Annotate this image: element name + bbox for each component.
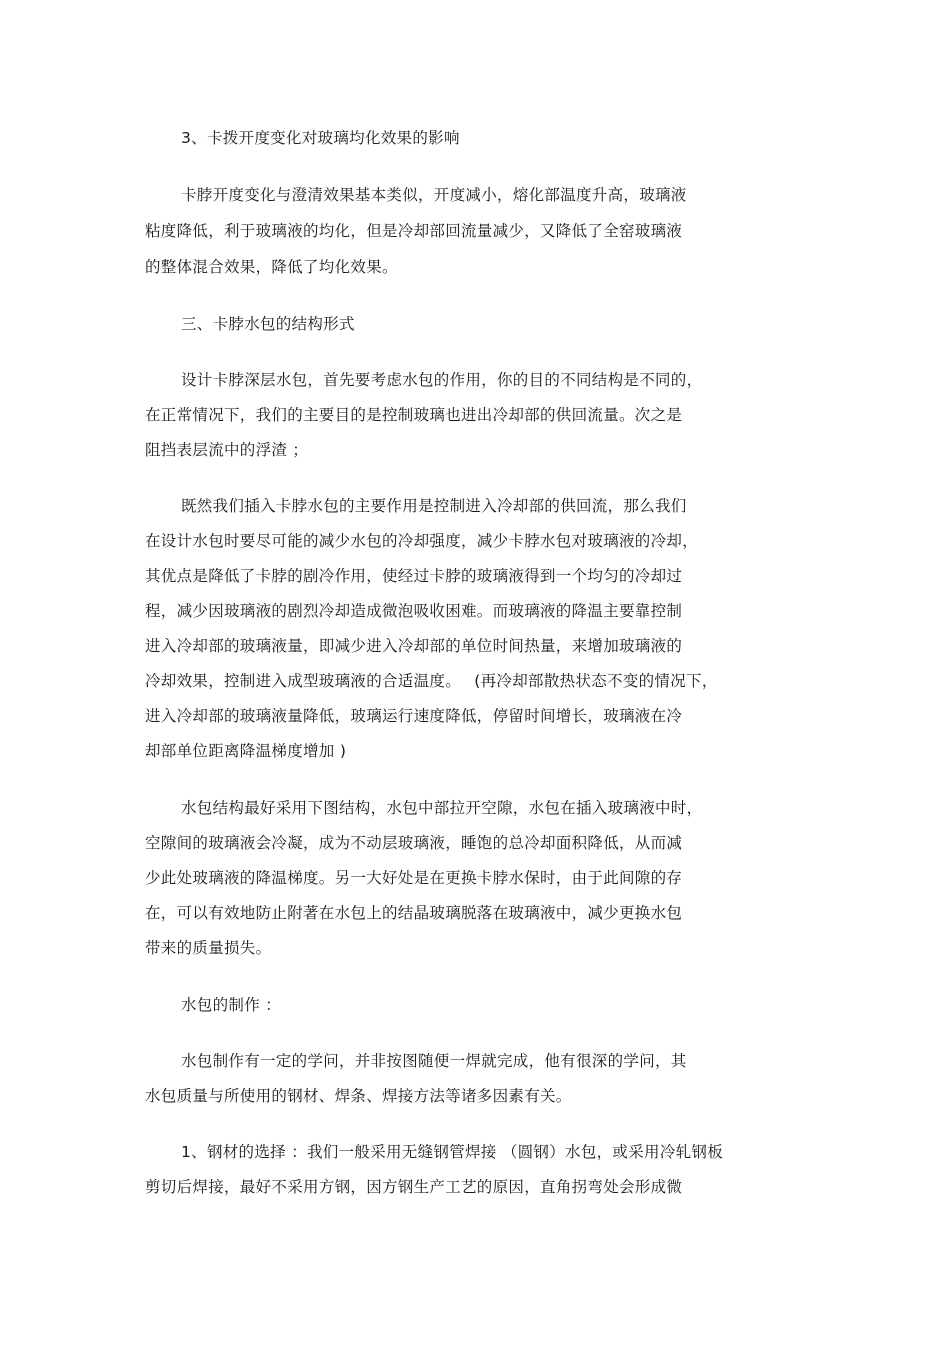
paragraph-line: 水包制作有一定的学问，并非按图随便一焊就完成，他有很深的学问，其 bbox=[181, 1052, 687, 1070]
paragraph-line: 程，减少因玻璃液的剧烈冷却造成微泡吸收困难。而玻璃液的降温主要靠控制 bbox=[145, 602, 683, 620]
paragraph-line: 进入冷却部的玻璃液量，即减少进入冷却部的单位时间热量，来增加玻璃液的 bbox=[145, 637, 683, 655]
paragraph-line: 水包结构最好采用下图结构，水包中部拉开空隙，水包在插入玻璃液中时， bbox=[181, 799, 703, 817]
subsection-heading: 水包的制作 ： bbox=[181, 996, 282, 1014]
paragraph-line: 设计卡脖深层水包，首先要考虑水包的作用，你的目的不同结构是不同的， bbox=[181, 371, 703, 389]
paragraph-line: 却部单位距离降温梯度增加 ) bbox=[145, 742, 347, 760]
paragraph-line: 在，可以有效地防止附著在水包上的结晶玻璃脱落在玻璃液中，减少更换水包 bbox=[145, 904, 683, 922]
paragraph-line: 粘度降低，利于玻璃液的均化，但是冷却部回流量减少，又降低了全窑玻璃液 bbox=[145, 222, 683, 240]
paragraph-line: 水包质量与所使用的钢材、焊条、焊接方法等诸多因素有关。 bbox=[145, 1087, 572, 1105]
paragraph-line: 其优点是降低了卡脖的剧冷作用，使经过卡脖的玻璃液得到一个均匀的冷却过 bbox=[145, 567, 683, 585]
paragraph-line: 阻挡表层流中的浮渣 ； bbox=[145, 441, 309, 459]
paragraph-line: 在设计水包时要尽可能的减少水包的冷却强度，减少卡脖水包对玻璃液的冷却， bbox=[145, 532, 699, 550]
paragraph-line: 在正常情况下，我们的主要目的是控制玻璃也进出冷却部的供回流量。次之是 bbox=[145, 406, 683, 424]
paragraph-line: 的整体混合效果，降低了均化效果。 bbox=[145, 258, 398, 276]
paragraph-line: 冷却效果，控制进入成型玻璃液的合适温度。 (再冷却部散热状态不变的情况下， bbox=[145, 672, 718, 690]
paragraph-line: 1、钢材的选择 ：我们一般采用无缝钢管焊接 （圆钢）水包，或采用冷轧钢板 bbox=[181, 1143, 724, 1161]
paragraph-line: 带来的质量损失。 bbox=[145, 939, 272, 957]
paragraph-line: 卡脖开度变化与澄清效果基本类似，开度减小，熔化部温度升高，玻璃液 bbox=[181, 186, 687, 204]
paragraph-line: 少此处玻璃液的降温梯度。另一大好处是在更换卡脖水保时，由于此间隙的存 bbox=[145, 869, 683, 887]
paragraph-line: 进入冷却部的玻璃液量降低，玻璃运行速度降低，停留时间增长，玻璃液在冷 bbox=[145, 707, 683, 725]
paragraph-line: 剪切后焊接，最好不采用方钢，因方钢生产工艺的原因，直角拐弯处会形成微 bbox=[145, 1178, 683, 1196]
paragraph-line: 既然我们插入卡脖水包的主要作用是控制进入冷却部的供回流，那么我们 bbox=[181, 497, 687, 515]
paragraph-line: 空隙间的玻璃液会冷凝，成为不动层玻璃液，睡饱的总冷却面积降低，从而减 bbox=[145, 834, 683, 852]
section-heading-three: 三、卡脖水包的结构形式 bbox=[181, 315, 355, 333]
section-heading-3: 3、卡拨开度变化对玻璃均化效果的影响 bbox=[181, 129, 460, 147]
